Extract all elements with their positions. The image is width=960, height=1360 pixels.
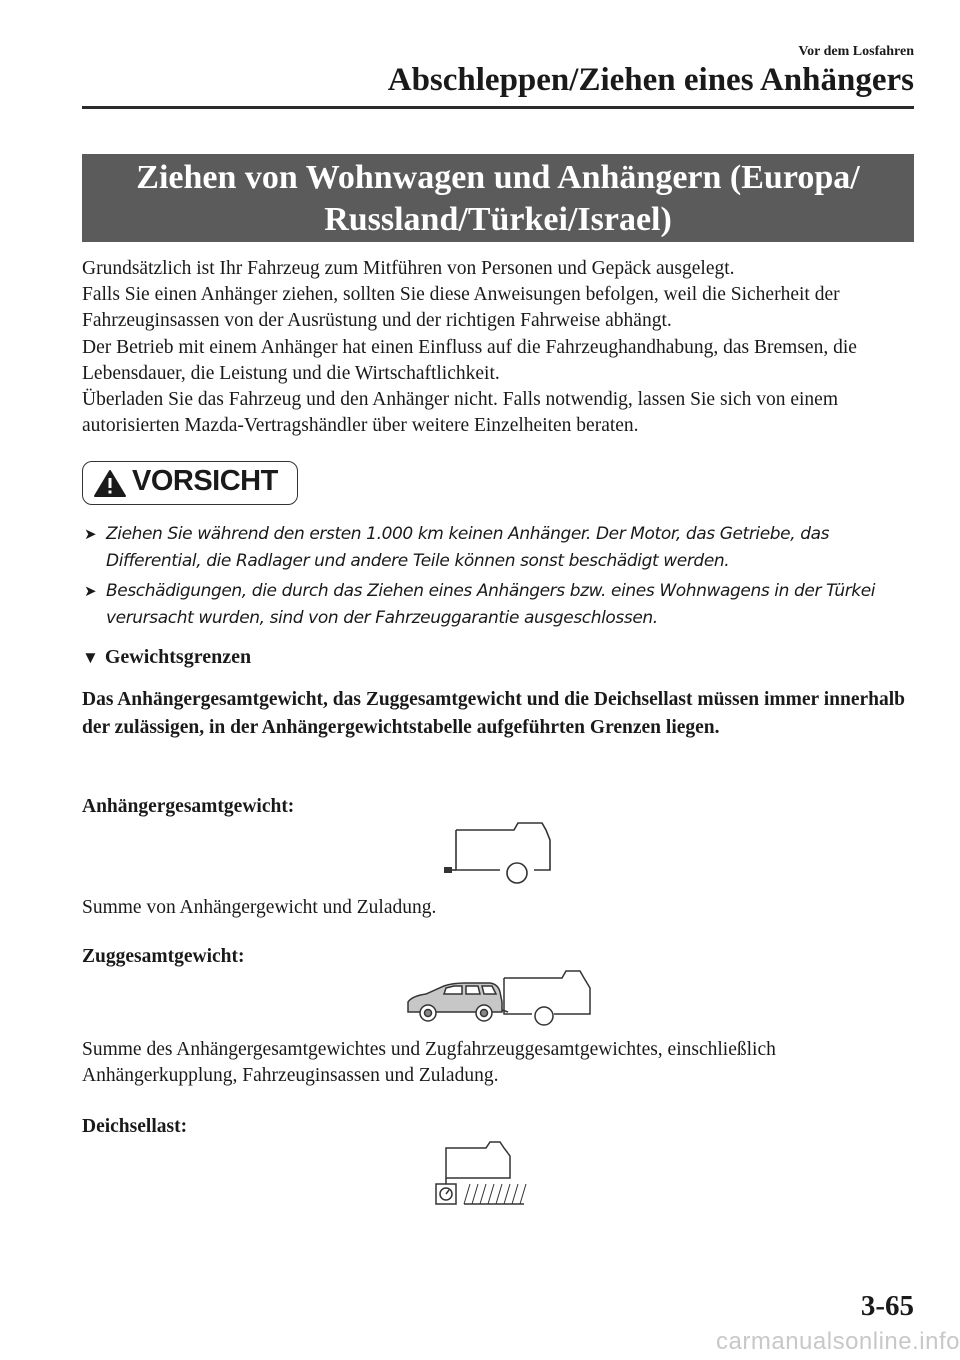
section-label: Vor dem Losfahren — [798, 44, 914, 59]
caution-item — [84, 521, 914, 575]
intro-paragraph: Grundsätzlich ist Ihr Fahrzeug zum Mitführen von Personen und Gepäck ausgelegt. — [82, 258, 735, 279]
car-with-trailer-illustration — [404, 966, 594, 1032]
banner-title-line-2: Russland/Türkei/Israel) — [324, 201, 672, 238]
weights-heading-text: Gewichtsgrenzen — [104, 646, 252, 668]
combination-weight-label: Zuggesamtgewicht: — [82, 946, 245, 967]
warning-triangle-icon — [93, 469, 127, 498]
caution-item-text: Ziehen Sie während den ersten 1.000 km keinen Anhänger. Der Motor, das Getriebe, das Differential, die Radlager und andere Teile können sonst beschädigt werden. — [106, 524, 830, 571]
page-header-title: Abschleppen/Ziehen eines Anhängers — [387, 62, 914, 98]
tongue-load-label: Deichsellast: — [82, 1116, 188, 1137]
weights-heading — [82, 646, 251, 669]
section-banner — [82, 154, 914, 242]
page-number: 3-65 — [860, 1290, 914, 1322]
intro-paragraph: Überladen Sie das Fahrzeug und den Anhänger nicht. Falls notwendig, lassen Sie sich von einem autorisierten Mazda-Vertragshändler über weitere Einzelheiten beraten. — [82, 389, 839, 437]
arrow-bullet-icon: ➤ — [84, 525, 97, 543]
header-divider — [82, 106, 914, 109]
caution-item — [84, 578, 914, 632]
arrow-bullet-icon: ➤ — [84, 582, 97, 600]
trailer-weight-label: Anhängergesamtgewicht: — [82, 796, 295, 817]
caution-box — [82, 461, 298, 505]
combination-weight-description: Summe des Anhängergesamtgewichtes und Zugfahrzeuggesamtgewichtes, einschließlich Anhängerkupplung, Fahrzeuginsassen und Zuladung. — [82, 1039, 776, 1086]
triangle-down-icon: ▼ — [82, 648, 99, 667]
weights-intro: Das Anhängergesamtgewicht, das Zuggesamtgewicht und die Deichsellast müssen immer innerhalb der zulässigen, in der Anhängergewichtstabelle aufgeführten Grenzen liegen. — [82, 689, 905, 738]
trailer-weight-description: Summe von Anhängergewicht und Zuladung. — [82, 897, 437, 918]
intro-paragraph: Falls Sie einen Anhänger ziehen, sollten Sie diese Anweisungen befolgen, weil die Sicherheit der Fahrzeuginsassen von der Ausrüstung und der richtigen Fahrweise abhängt. — [82, 284, 840, 332]
caution-list — [84, 521, 914, 635]
banner-title-line-1: Ziehen von Wohnwagen und Anhängern (Europa/ — [136, 159, 860, 196]
tongue-load-illustration — [428, 1138, 528, 1210]
watermark: carmanualsonline.info — [716, 1328, 960, 1355]
caution-label: VORSICHT — [132, 465, 278, 497]
intro-text — [82, 256, 922, 439]
intro-paragraph: Der Betrieb mit einem Anhänger hat einen Einfluss auf die Fahrzeughandhabung, das Bremsen, die Lebensdauer, die Leistung und die Wirtschaftlichkeit. — [82, 336, 857, 384]
trailer-illustration — [442, 818, 560, 888]
caution-item-text: Beschädigungen, die durch das Ziehen eines Anhängers bzw. eines Wohnwagens in der Türkei verursacht wurden, sind von der Fahrzeuggarantie ausgeschlossen. — [106, 581, 876, 628]
